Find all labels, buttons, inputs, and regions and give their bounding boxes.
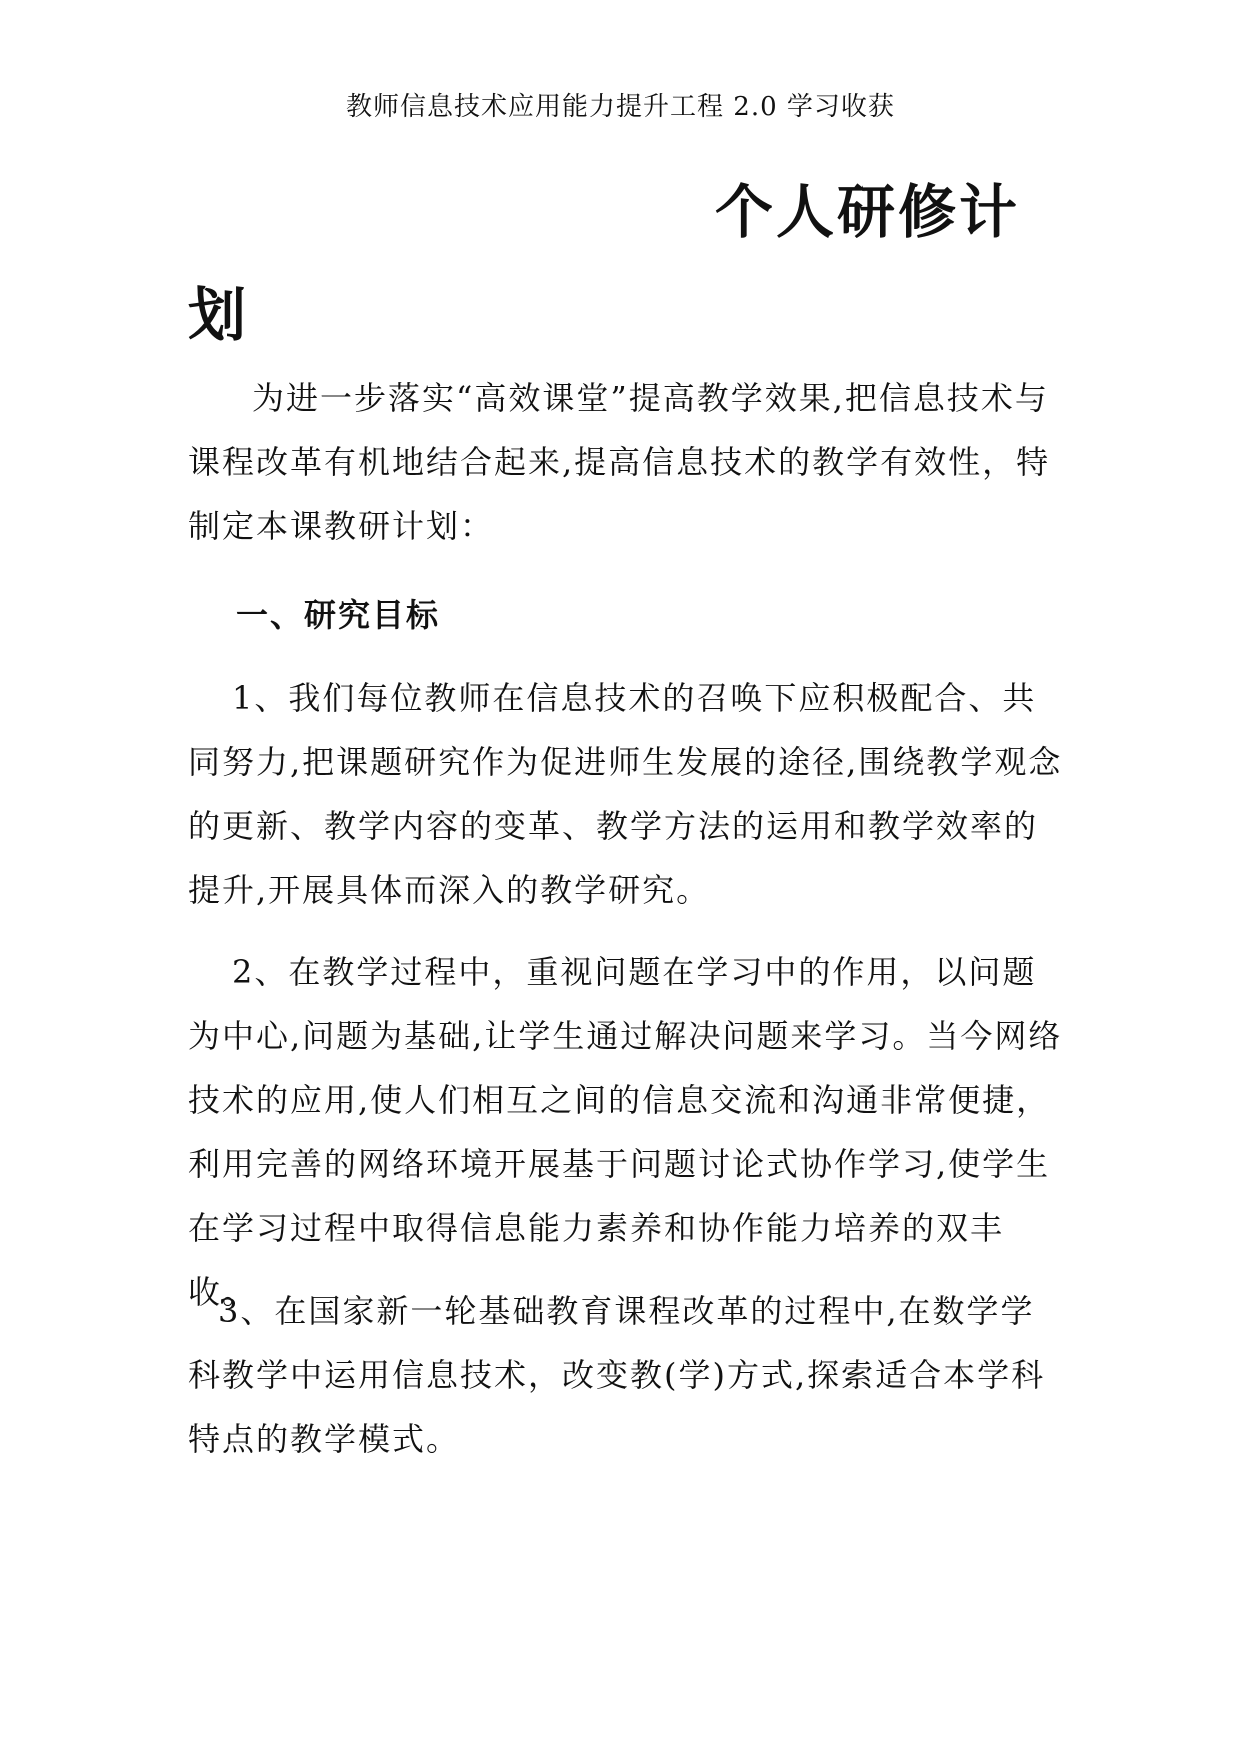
document-title-line-1: 个人研修计 — [715, 178, 1021, 246]
section-heading: 一、研究目标 — [236, 596, 441, 634]
goal-paragraph-1: 1、我们每位教师在信息技术的召唤下应积极配合、共同努力,把课题研究作为促进师生发展的途径,围绕教学观念的更新、教学内容的变革、教学方法的运用和教学效率的提升,开展具体而深入的教学研究。 — [188, 679, 1063, 909]
document-title-line-2: 划 — [188, 281, 247, 349]
goal-paragraph-3: 3、在国家新一轮基础教育课程改革的过程中,在数学学科教学中运用信息技术，改变教(学)方式,探索适合本学科特点的教学模式。 — [188, 1292, 1046, 1458]
intro-paragraph: 为进一步落实“高效课堂”提高教学效果,把信息技术与课程改革有机地结合起来,提高信息技术的教学有效性，特制定本课教研计划： — [188, 379, 1051, 545]
goal-paragraph-2: 2、在教学过程中，重视问题在学习中的作用，以问题为中心,问题为基础,让学生通过解决问题来学习。当今网络技术的应用,使人们相互之间的信息交流和沟通非常便捷，利用完善的网络环境开展基于问题讨论式协作学习,使学生在学习过程中取得信息能力素养和协作能力培养的双丰收。 — [188, 953, 1063, 1311]
page-header: 教师信息技术应用能力提升工程 2.0 学习收获 — [346, 92, 895, 122]
